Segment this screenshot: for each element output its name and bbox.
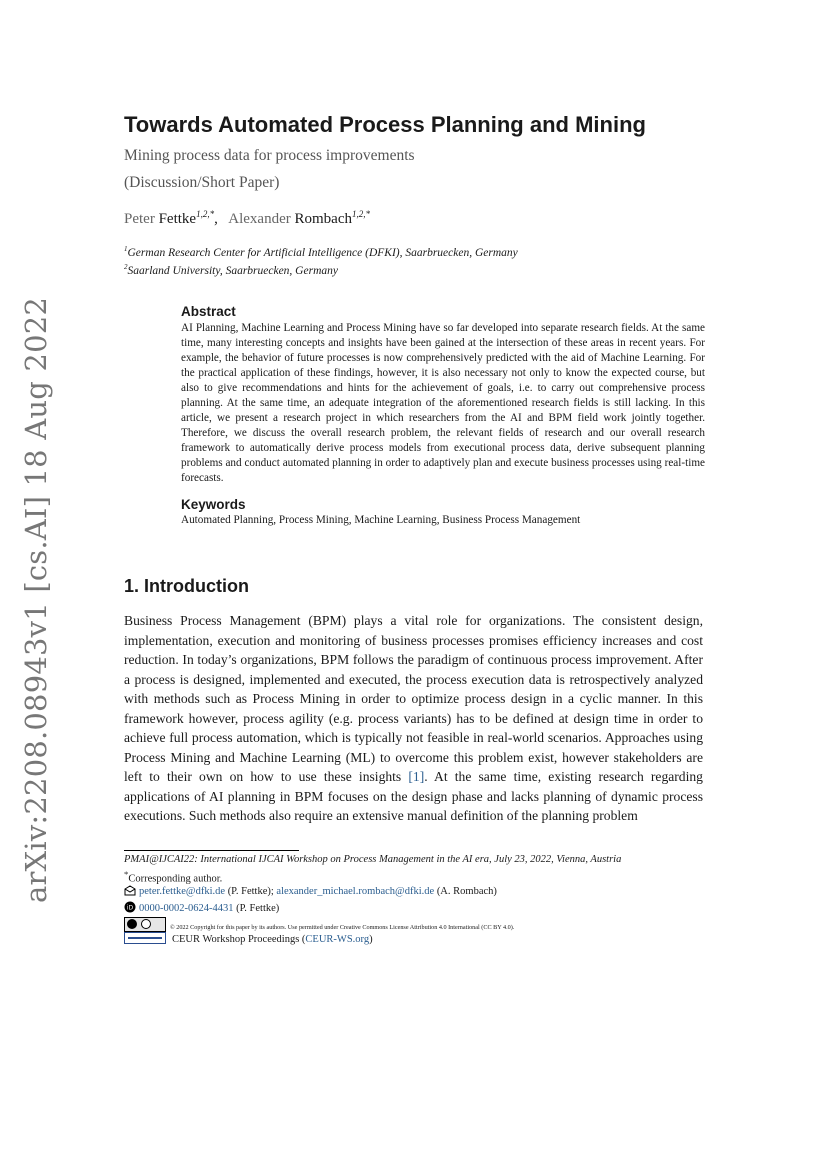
affiliation-2: $^2$Saarland University, Saarbruecken, Germany [124,263,338,277]
author-2: Alexander Rombach$^{1,2,*}$ [228,209,370,227]
author-2-marks: 1,2,* [351,209,370,219]
footnote-ceur: CEUR Workshop Proceedings (CEUR-WS.org) [124,932,373,945]
abstract-heading: Abstract [181,304,236,319]
author-1: Peter Fettke$^{1,2,*}$, [124,209,222,227]
svg-text:iD: iD [126,904,134,912]
keywords-heading: Keywords [181,497,246,512]
arxiv-sidebar [6,296,66,904]
introduction-paragraph: Business Process Management (BPM) plays a vital role for organizations. The consistent design, implementation, execution and monitoring of business processes promises efficiency increases and cost reduction. In today’s organizations, BPM follows the paradigm of continuous process improvement. After a process is designed, implemented and executed, the process execution data is retrospectively analyzed with methods such as Process Mining in order to optimize process design in a cyclic manner. In this framework however, process agility (e.g. process variants) has to be defined at design time in order to achieve full process automation, which is typically not feasible in real-world scenarios. Approaches using Process Mining and Machine Learning (ML) to overcome this problem exist, however stakeholders are left to their own on how to use these insights [1]. At the same time, existing research regarding applications of AI planning in BPM focuses on the design phase and lacks planning of dynamic process executions. Such methods also require an extensive manual definition of the planning problem [124,613,703,823]
arxiv-identifier: arXiv:2208.08943v1 [cs.AI] 18 Aug 2022 [19,296,53,904]
paper-type-note: (Discussion/Short Paper) [124,174,280,191]
cc-by-license-icon [124,917,166,932]
ceur-logo-icon [124,932,166,944]
orcid-link[interactable]: 0000-0002-0624-4431 [139,903,234,914]
abstract-text: AI Planning, Machine Learning and Process Mining have so far developed into separate research fields. At the same time, many interesting concepts and insights have been gained at the intersection of these areas in recent years. For example, the behavior of future processes is now comprehensively predicted with the aid of Machine Learning. For the practical application of these findings, however, it is also necessary not only to know the expected course, but also to give recommendations and hints for the achievement of goals, i.e. to carry out comprehensive process planning. At the same time, an adequate integration of the aforementioned research fields is still lacking. In this article, we present a research project in which researchers from the AI and BPM field work jointly together. Therefore, we discuss the overall research problem, the relevant fields of research and our overall research framework to automatically derive process models from executional process data, derive subsequent planning problems and conduct automated planning in order to adaptively plan and execute business processes using real-time forecasts. [181,322,705,484]
orcid-icon [124,901,136,913]
citation-link[interactable]: [1] [408,769,425,784]
envelope-icon [124,885,136,896]
author-1-marks: 1,2,* [196,209,215,219]
footnote-venue: PMAI@IJCAI22: International IJCAI Workshop on Process Management in the AI era, July 23, 2022, Vienna, Austria [124,854,622,865]
footnote-corresponding: *Corresponding author. [124,869,223,885]
author-list [124,209,370,228]
paper-title: Towards Automated Process Planning and Mining [124,112,646,137]
keywords-text: Automated Planning, Process Mining, Machine Learning, Business Process Management [181,514,581,526]
footnote-copyright: © 2022 Copyright for this paper by its authors. Use permitted under Creative Commons License Attribution 4.0 International (CC BY 4.0). [124,917,514,932]
email-link-fettke[interactable]: peter.fettke@dfki.de [139,886,226,897]
section-heading-introduction: 1. Introduction [124,576,249,596]
ceur-link[interactable]: CEUR-WS.org [305,934,370,945]
affiliation-1: $^1$German Research Center for Artificial Intelligence (DFKI), Saarbruecken, Germany [124,245,518,259]
footnote-orcid: iD 0000-0002-0624-4431 (P. Fettke) [124,901,279,914]
footnote-rule [124,850,299,851]
paper-subtitle: Mining process data for process improvements [124,147,415,164]
email-link-rombach[interactable]: alexander_michael.rombach@dfki.de [276,886,435,897]
footnote-emails: peter.fettke@dfki.de (P. Fettke); alexander_michael.rombach@dfki.de (A. Rombach) [124,885,497,897]
